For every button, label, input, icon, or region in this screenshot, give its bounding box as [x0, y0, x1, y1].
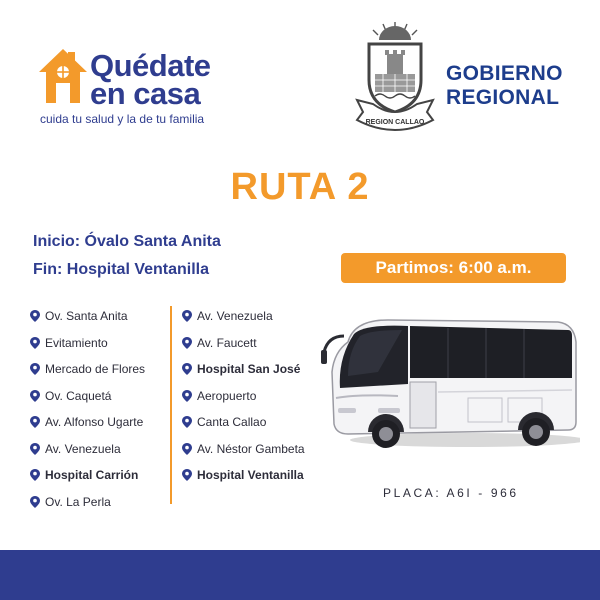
stop-item	[30, 462, 145, 489]
location-pin-icon	[30, 443, 40, 455]
stops-list-left	[30, 303, 145, 515]
location-pin-icon	[30, 310, 40, 322]
location-pin-icon	[182, 416, 192, 428]
stop-label: Canta Callao	[197, 415, 267, 430]
stops-list-right	[182, 303, 305, 489]
column-divider	[170, 306, 172, 504]
route-end: Fin: Hospital Ventanilla	[33, 261, 210, 278]
stop-label: Hospital San José	[197, 362, 301, 377]
government-line2: REGIONAL	[446, 86, 560, 109]
stop-label: Ov. La Perla	[45, 494, 111, 509]
location-pin-icon	[30, 469, 40, 481]
bus-plate: PLACA: A6I - 966	[383, 486, 519, 500]
brand-title-line2: en casa	[90, 76, 201, 111]
quedate-en-casa-logo	[38, 48, 288, 128]
location-pin-icon	[30, 337, 40, 349]
location-pin-icon	[182, 443, 192, 455]
stop-item	[182, 303, 305, 330]
stop-label: Evitamiento	[45, 335, 108, 350]
stop-item	[182, 330, 305, 357]
location-pin-icon	[182, 469, 192, 481]
stop-label: Av. Venezuela	[45, 441, 121, 456]
location-pin-icon	[30, 416, 40, 428]
departure-badge: Partimos: 6:00 a.m.	[341, 253, 566, 283]
location-pin-icon	[182, 310, 192, 322]
stop-label: Mercado de Flores	[45, 362, 146, 377]
stop-item	[182, 409, 305, 436]
government-line1: GOBIERNO	[446, 62, 563, 85]
stop-item	[182, 356, 305, 383]
stop-item	[30, 436, 145, 463]
seal-text: REGION CALLAO	[365, 119, 425, 126]
bus-image	[318, 312, 580, 452]
house-icon	[38, 48, 88, 104]
stop-item	[182, 436, 305, 463]
location-pin-icon	[30, 496, 40, 508]
seal-icon	[353, 20, 437, 134]
stop-item	[30, 409, 145, 436]
stop-label: Av. Néstor Gambeta	[197, 441, 305, 456]
stop-label: Ov. Santa Anita	[45, 309, 128, 324]
location-pin-icon	[30, 390, 40, 402]
stop-item	[30, 383, 145, 410]
stop-item	[30, 303, 145, 330]
route-title: RUTA 2	[230, 166, 370, 208]
stop-label: Hospital Carrión	[45, 468, 139, 483]
stop-label: Av. Faucett	[197, 335, 257, 350]
location-pin-icon	[30, 363, 40, 375]
location-pin-icon	[182, 363, 192, 375]
brand-title-line1: Quédate	[90, 48, 211, 83]
stop-label: Ov. Caquetá	[45, 388, 112, 403]
stop-item	[30, 330, 145, 357]
location-pin-icon	[182, 390, 192, 402]
footer-bar	[0, 550, 600, 600]
stop-label: Av. Alfonso Ugarte	[45, 415, 144, 430]
stop-item	[182, 462, 305, 489]
stop-label: Hospital Ventanilla	[197, 468, 304, 483]
stop-label: Av. Venezuela	[197, 309, 273, 324]
brand-tagline: cuida tu salud y la de tu familia	[40, 112, 205, 126]
stop-item	[182, 383, 305, 410]
stop-label: Aeropuerto	[197, 388, 257, 403]
government-label	[446, 62, 563, 110]
stop-item	[30, 356, 145, 383]
route-start: Inicio: Óvalo Santa Anita	[33, 233, 221, 250]
stop-item	[30, 489, 145, 516]
location-pin-icon	[182, 337, 192, 349]
